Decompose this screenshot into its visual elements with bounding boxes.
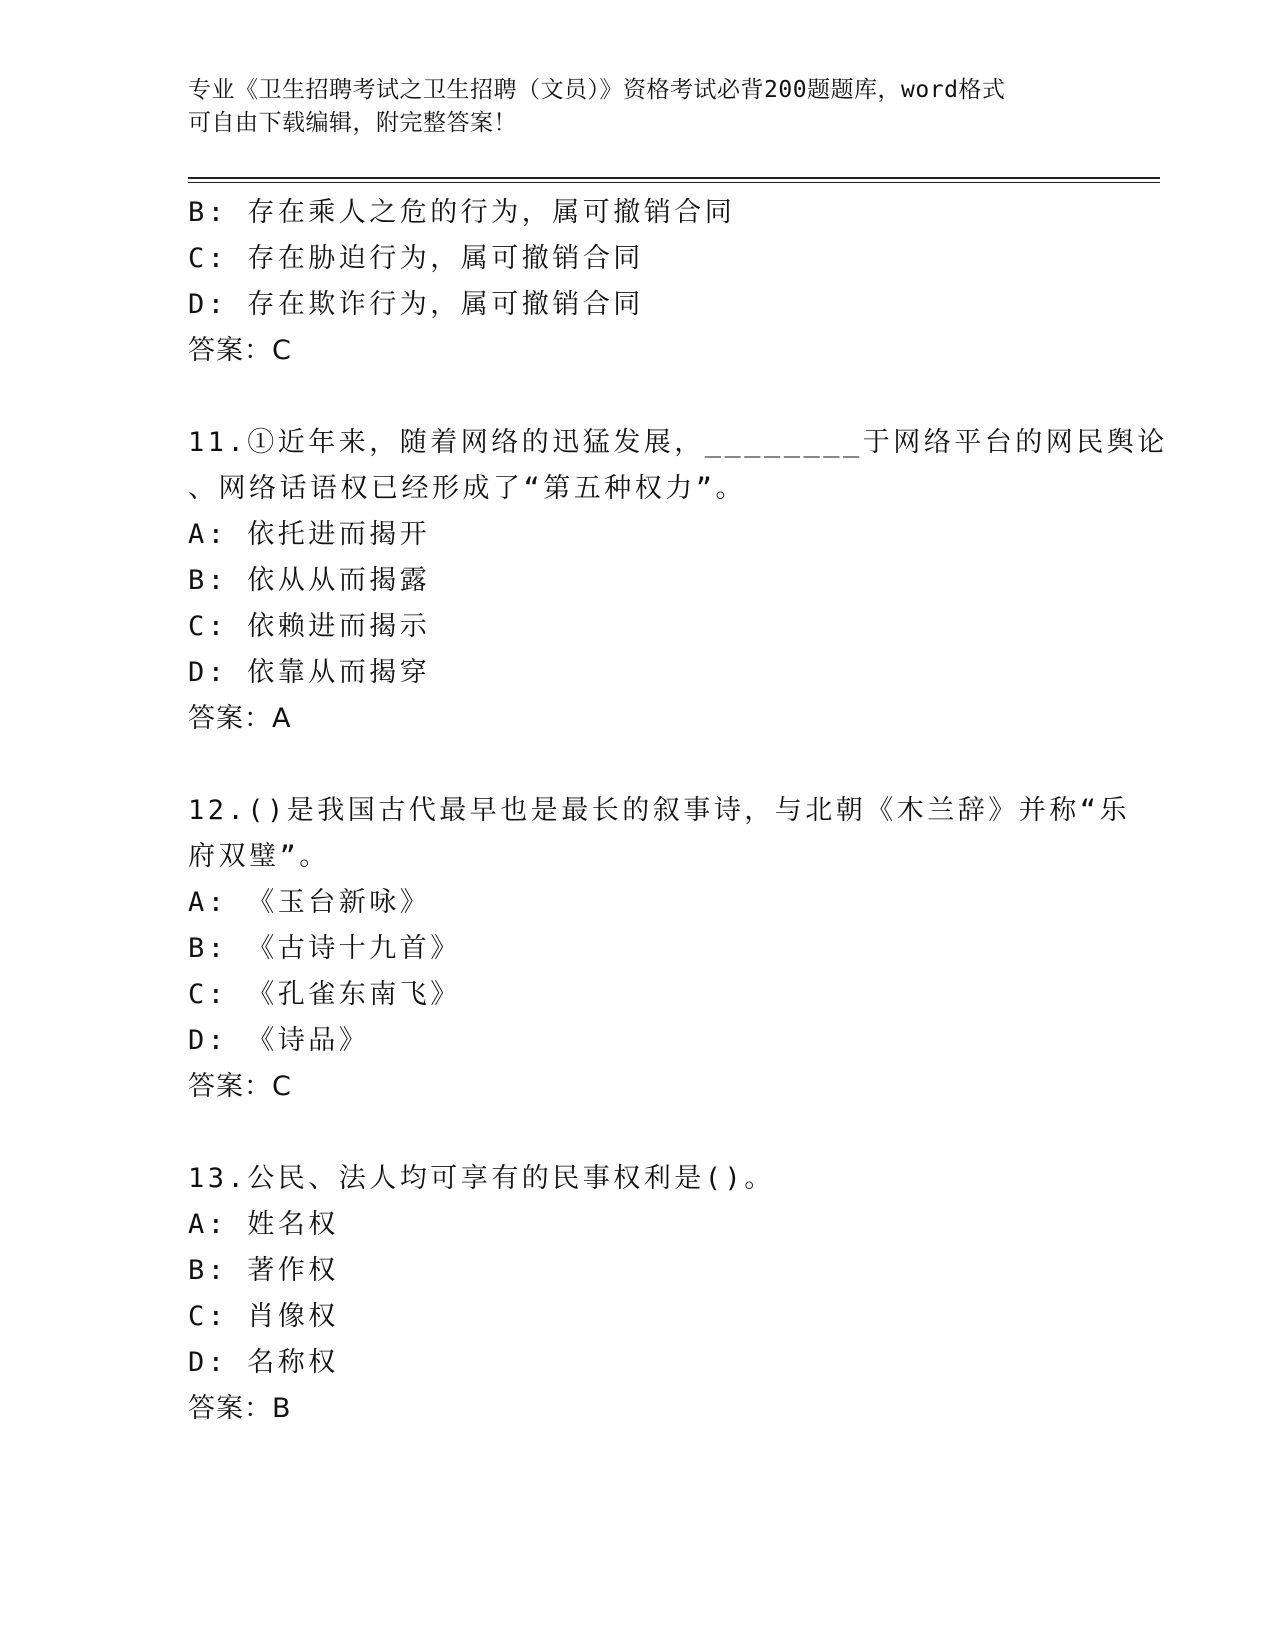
option-a: A: 依托进而揭开	[188, 519, 431, 550]
option-d: D: 依靠从而揭穿	[188, 657, 431, 688]
question-stem: 府双璧”。	[188, 841, 330, 872]
option-d: D: 《诗品》	[188, 1025, 370, 1056]
question-12	[188, 788, 1131, 1110]
question-stem: 11.①近年来，随着网络的迅猛发展，________于网络平台的网民舆论	[188, 427, 1168, 458]
header-line-2: 可自由下载编辑，附完整答案！	[188, 110, 517, 136]
document-header	[188, 74, 1068, 140]
option-c: C: 存在胁迫行为，属可撤销合同	[188, 243, 644, 274]
answer-line: 答案：C	[188, 335, 292, 366]
option-c: C: 《孔雀东南飞》	[188, 979, 461, 1010]
option-d: D: 名称权	[188, 1347, 339, 1378]
answer-line: 答案：B	[188, 1393, 292, 1424]
question-11	[188, 420, 1168, 742]
option-b: B: 《古诗十九首》	[188, 933, 461, 964]
question-13	[188, 1156, 1088, 1432]
question-10-continued	[188, 190, 1088, 374]
spacer	[188, 742, 1088, 788]
option-b: B: 存在乘人之危的行为，属可撤销合同	[188, 197, 736, 228]
spacer	[188, 374, 1088, 420]
option-c: C: 肖像权	[188, 1301, 339, 1332]
question-stem: 13.公民、法人均可享有的民事权利是()。	[188, 1163, 775, 1194]
option-a: A: 姓名权	[188, 1209, 339, 1240]
option-d: D: 存在欺诈行为，属可撤销合同	[188, 289, 644, 320]
option-b: B: 依从从而揭露	[188, 565, 431, 596]
question-list	[188, 190, 1168, 1432]
question-stem: 12.()是我国古代最早也是最长的叙事诗，与北朝《木兰辞》并称“乐	[188, 795, 1131, 826]
header-divider-bottom	[188, 182, 1160, 183]
question-stem: 、网络话语权已经形成了“第五种权力”。	[188, 473, 747, 504]
spacer	[188, 1110, 1088, 1156]
answer-line: 答案：C	[188, 1071, 292, 1102]
header-line-1: 专业《卫生招聘考试之卫生招聘（文员）》资格考试必背200题题库，word格式	[188, 77, 1006, 103]
option-a: A: 《玉台新咏》	[188, 887, 431, 918]
option-c: C: 依赖进而揭示	[188, 611, 431, 642]
option-b: B: 著作权	[188, 1255, 339, 1286]
header-divider-top	[188, 177, 1160, 179]
answer-line: 答案：A	[188, 703, 292, 734]
